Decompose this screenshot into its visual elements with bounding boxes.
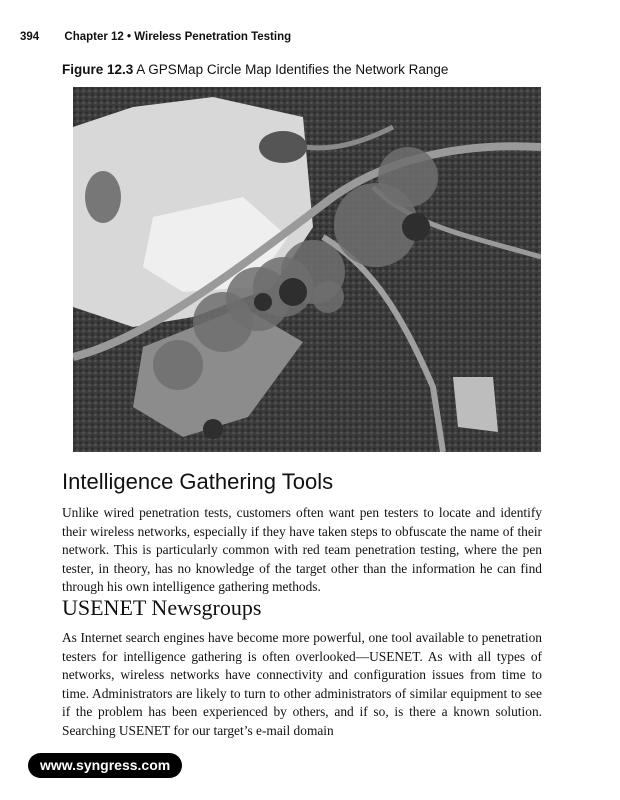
paragraph-intelligence: Unlike wired penetration tests, customers often want pen testers to locate and identify their wireless networks, especially if they have taken steps to obfuscate the name of their network. This is particularly common with red team penetration testing, where the pen tester, in theory, has no knowledge of the target other than the information he can find through his own intelligence gathering methods. <box>62 505 542 595</box>
section-heading-usenet: USENET Newsgroups <box>62 595 262 620</box>
section-heading-intelligence: Intelligence Gathering Tools <box>62 469 334 494</box>
gpsmap-aerial-image <box>73 87 541 452</box>
running-head <box>20 31 291 43</box>
coverage-circle <box>153 340 203 390</box>
paragraph-usenet: As Internet search engines have become more powerful, one tool available to penetration testers for intelligence gathering is often overlooked—USENET. As with all types of networks, wireless networks have connectivity and configuration issues from time to time. Administrators are likely to turn to other administrators of similar equipment to see if the problem has been experienced by others, and if so, is there a known solution. Searching USENET for our target’s e-mail domain <box>62 630 542 738</box>
ap-marker <box>203 419 223 439</box>
pond <box>259 131 307 163</box>
clearing <box>453 377 498 432</box>
figure-caption-text: A GPSMap Circle Map Identifies the Network Range <box>136 62 449 77</box>
figure-caption <box>62 62 448 77</box>
coverage-circle <box>312 281 344 313</box>
figure-label: Figure 12.3 <box>62 62 134 77</box>
chapter-title: Chapter 12 • Wireless Penetration Testing <box>64 31 292 43</box>
pond <box>85 171 121 223</box>
ap-marker <box>254 293 272 311</box>
coverage-circle <box>193 292 253 352</box>
page-number: 394 <box>20 31 40 43</box>
publisher-url-badge[interactable]: www.syngress.com <box>28 753 182 778</box>
ap-marker <box>402 213 430 241</box>
ap-marker <box>279 278 307 306</box>
map-graphic <box>73 87 541 452</box>
